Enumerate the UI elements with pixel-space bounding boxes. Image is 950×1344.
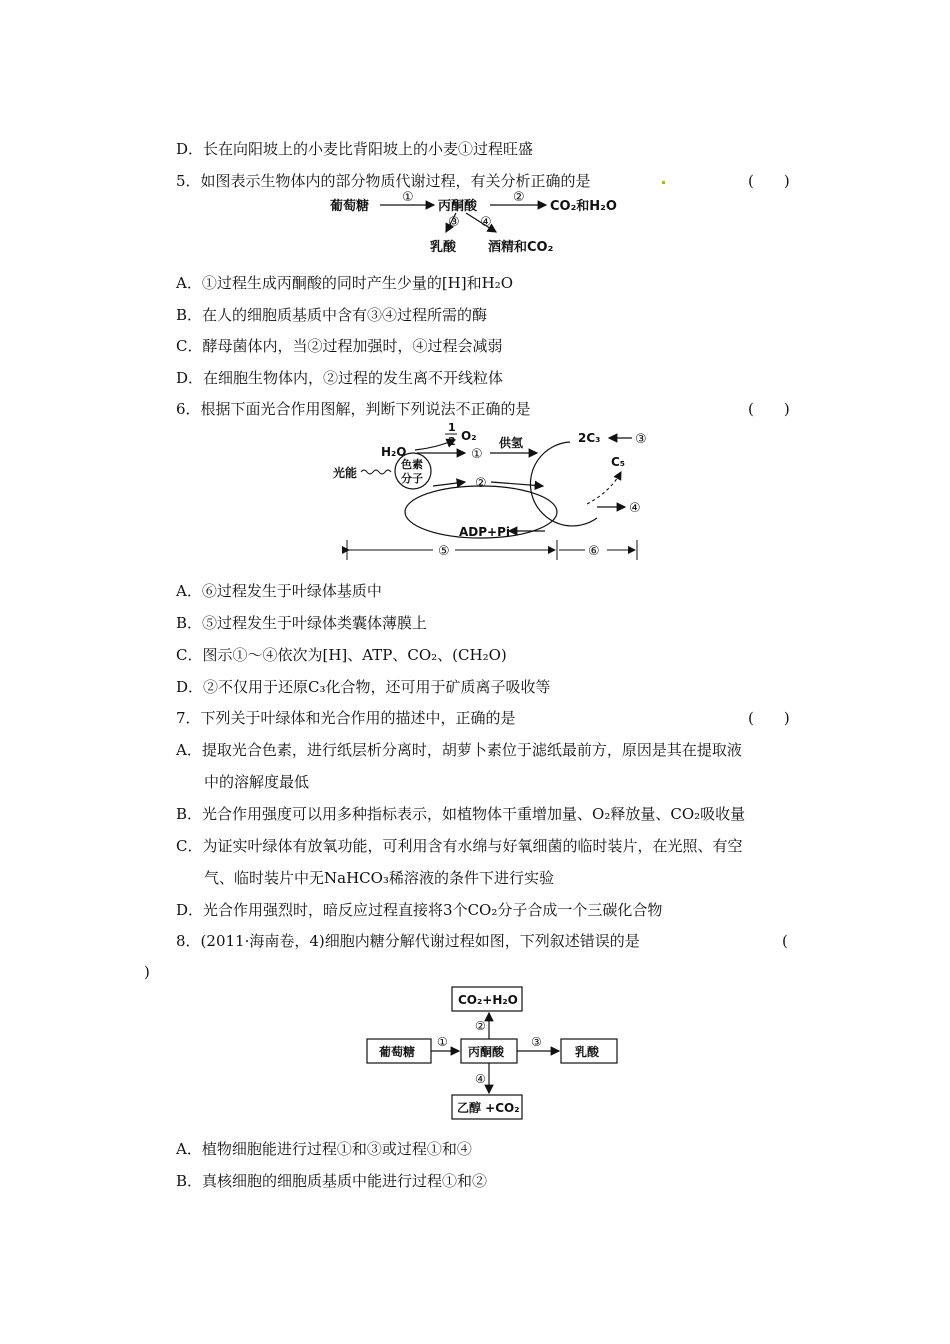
q7-option-c-line1: C．为证实叶绿体有放氧功能，可利用含有水绵与好氧细菌的临时装片，在光照、有空 bbox=[176, 837, 743, 855]
q6-supply-h-label: 供氢 bbox=[499, 436, 524, 450]
q5-option-c: C．酵母菌体内，当②过程加强时，④过程会减弱 bbox=[176, 337, 503, 355]
q6-option-c: C．图示①～④依次为[H]、ATP、CO₂、(CH₂O) bbox=[176, 646, 507, 664]
q5-alcohol-label: 酒精和CO₂ bbox=[488, 240, 554, 255]
q8-glucose-box: 葡萄糖 bbox=[379, 1045, 416, 1059]
q5-option-a: A．①过程生成丙酮酸的同时产生少量的[H]和H₂O bbox=[176, 274, 514, 292]
q5-metabolism-diagram bbox=[330, 188, 650, 264]
q6-pigment-line2: 分子 bbox=[401, 472, 423, 485]
q6-half-denominator: 2 bbox=[448, 435, 456, 448]
stray-dot bbox=[662, 181, 665, 184]
q8-step4: ④ bbox=[475, 1072, 486, 1086]
q5-answer-paren: ( ) bbox=[748, 172, 790, 190]
q5-option-b: B．在人的细胞质基质中含有③④过程所需的酶 bbox=[176, 306, 488, 324]
q8-stem: 8．(2011·海南卷，4)细胞内糖分解代谢过程如图，下列叙述错误的是 bbox=[176, 932, 640, 950]
q8-step2: ② bbox=[475, 1019, 486, 1033]
q6-c3-label: 2C₃ bbox=[578, 431, 601, 445]
q8-pyruvate-box: 丙酮酸 bbox=[468, 1045, 505, 1059]
q7-option-a-line1: A．提取光合色素，进行纸层析分离时，胡萝卜素位于滤纸最前方，原因是其在提取液 bbox=[176, 741, 742, 759]
q6-pigment-line1: 色素 bbox=[401, 458, 423, 471]
q6-option-a: A．⑥过程发生于叶绿体基质中 bbox=[176, 582, 382, 600]
q7-stem: 7．下列关于叶绿体和光合作用的描述中，正确的是 bbox=[176, 709, 516, 727]
q5-glucose-label: 葡萄糖 bbox=[330, 199, 370, 214]
q4-option-d: D．长在向阳坡上的小麦比背阳坡上的小麦①过程旺盛 bbox=[176, 140, 534, 158]
q6-option-d: D．②不仅用于还原C₃化合物，还可用于矿质离子吸收等 bbox=[176, 678, 551, 696]
q6-step4: ④ bbox=[629, 501, 641, 516]
q5-step2: ② bbox=[513, 190, 525, 205]
q5-step4: ④ bbox=[480, 215, 492, 230]
q8-option-b: B．真核细胞的细胞质基质中能进行过程①和② bbox=[176, 1172, 488, 1190]
q5-option-d: D．在细胞生物体内，②过程的发生离不开线粒体 bbox=[176, 369, 504, 387]
q8-paren-close: ) bbox=[144, 963, 150, 981]
q6-answer-paren: ( ) bbox=[748, 400, 790, 418]
q8-lactic-box: 乳酸 bbox=[575, 1045, 600, 1059]
q6-c5-label: C₅ bbox=[611, 455, 626, 469]
q5-lactic-label: 乳酸 bbox=[430, 240, 457, 255]
q6-h2o-label: H₂O bbox=[381, 445, 407, 459]
q8-ethanol-box: 乙醇 +CO₂ bbox=[457, 1101, 520, 1115]
q8-step3: ③ bbox=[531, 1035, 542, 1049]
q6-step3: ③ bbox=[635, 432, 647, 447]
q6-step2: ② bbox=[475, 476, 487, 491]
q6-option-b: B．⑤过程发生于叶绿体类囊体薄膜上 bbox=[176, 614, 428, 632]
q6-step1: ① bbox=[471, 447, 483, 462]
q8-sugar-metabolism-diagram bbox=[365, 985, 625, 1123]
q6-photosynthesis-diagram bbox=[325, 420, 665, 565]
q6-half-numerator: 1 bbox=[448, 421, 456, 434]
q5-stem: 5．如图表示生物体内的部分物质代谢过程，有关分析正确的是 bbox=[176, 172, 591, 190]
q5-step1: ① bbox=[402, 190, 414, 205]
q7-answer-paren: ( ) bbox=[748, 709, 790, 727]
q5-step3: ③ bbox=[448, 215, 460, 230]
q7-option-c-line2: 气、临时装片中无NaHCO₃稀溶液的条件下进行实验 bbox=[204, 869, 554, 887]
q8-step1: ① bbox=[437, 1035, 448, 1049]
q6-step6: ⑥ bbox=[588, 544, 600, 559]
q8-option-a: A．植物细胞能进行过程①和③或过程①和④ bbox=[176, 1140, 472, 1158]
q7-option-b: B．光合作用强度可以用多种指标表示，如植物体干重增加量、O₂释放量、CO₂吸收量 bbox=[176, 805, 746, 823]
q8-co2-h2o-box: CO₂+H₂O bbox=[458, 993, 518, 1007]
q8-paren-open: ( bbox=[782, 932, 788, 950]
q6-step5: ⑤ bbox=[438, 544, 450, 559]
q5-pyruvate-label: 丙酮酸 bbox=[438, 199, 478, 214]
q7-option-d: D．光合作用强烈时，暗反应过程直接将3个CO₂分子合成一个三碳化合物 bbox=[176, 901, 663, 919]
q6-stem: 6．根据下面光合作用图解，判断下列说法不正确的是 bbox=[176, 400, 531, 418]
q6-o2-label: O₂ bbox=[461, 429, 477, 443]
q5-co2-h2o-label: CO₂和H₂O bbox=[550, 199, 617, 214]
q6-light-label: 光能 bbox=[333, 466, 358, 480]
q7-option-a-line2: 中的溶解度最低 bbox=[204, 773, 310, 791]
q6-adp-label: ADP+Pi bbox=[459, 525, 511, 539]
